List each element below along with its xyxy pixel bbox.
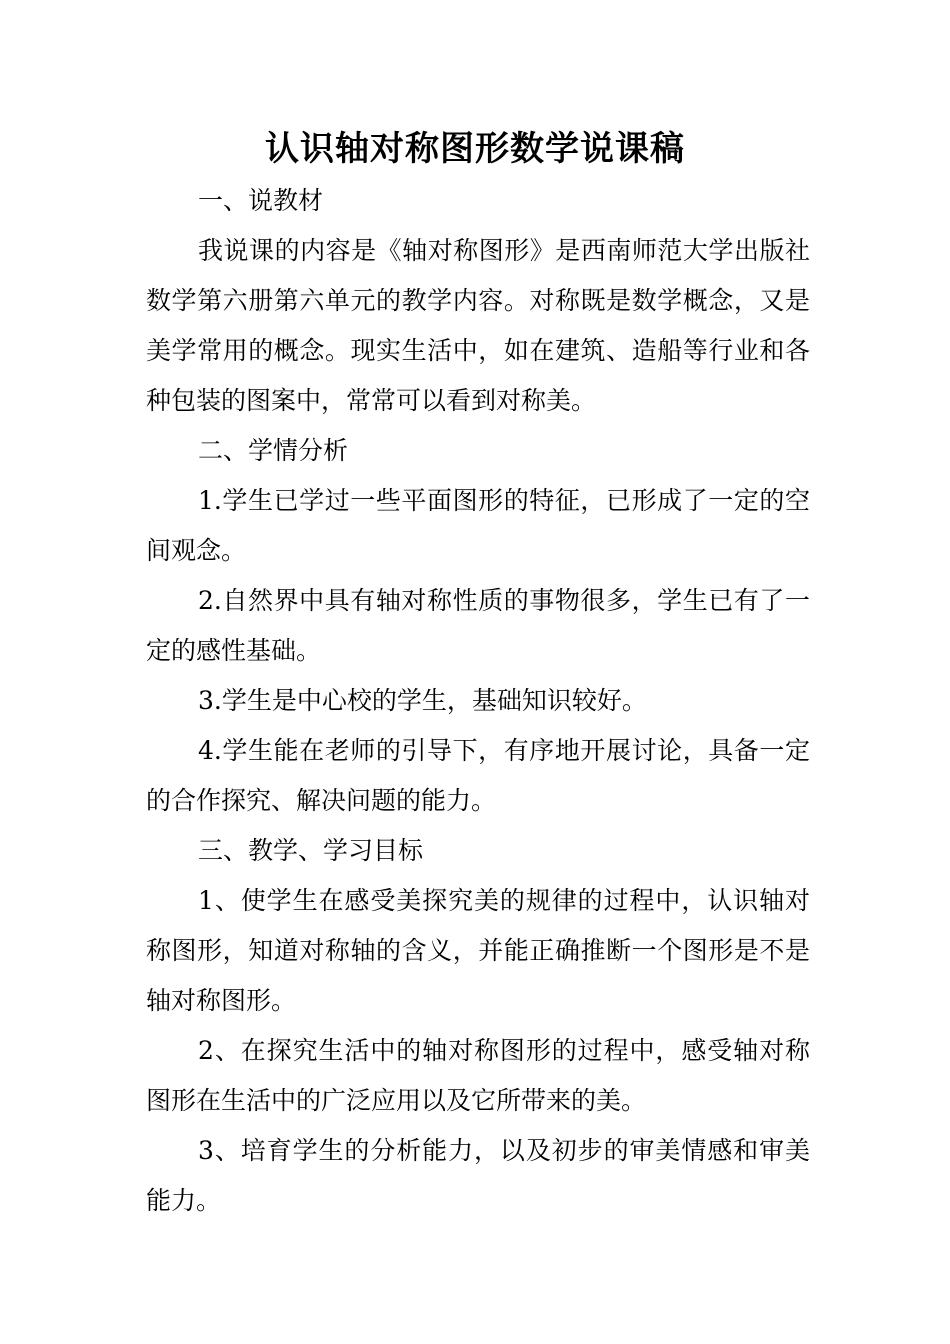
paragraph-student-analysis-1: 1.学生已学过一些平面图形的特征，已形成了一定的空间观念。 bbox=[146, 486, 810, 565]
document-title: 认识轴对称图形数学说课稿 bbox=[265, 129, 685, 169]
paragraph-student-analysis-3: 3.学生是中心校的学生，基础知识较好。 bbox=[198, 686, 647, 715]
paragraph-teaching-material: 我说课的内容是《轴对称图形》是西南师范大学出版社数学第六册第六单元的教学内容。对称既是数学概念，又是美学常用的概念。现实生活中，如在建筑、造船等行业和各种包装的图案中，常常可以看到对称美。 bbox=[146, 236, 810, 415]
section-heading-teaching-material: 一、说教材 bbox=[198, 186, 324, 215]
paragraph-student-analysis-4: 4.学生能在老师的引导下，有序地开展讨论，具备一定的合作探究、解决问题的能力。 bbox=[146, 736, 810, 815]
document-body bbox=[146, 176, 810, 1226]
paragraph-goal-1: 1、使学生在感受美探究美的规律的过程中，认识轴对称图形，知道对称轴的含义，并能正确推断一个图形是不是轴对称图形。 bbox=[146, 886, 810, 1015]
section-heading-goals: 三、教学、学习目标 bbox=[198, 836, 424, 865]
paragraph-student-analysis-2: 2.自然界中具有轴对称性质的事物很多，学生已有了一定的感性基础。 bbox=[146, 586, 810, 665]
section-heading-student-analysis: 二、学情分析 bbox=[198, 436, 349, 465]
paragraph-goal-3: 3、培育学生的分析能力，以及初步的审美情感和审美能力。 bbox=[146, 1136, 810, 1215]
paragraph-goal-2: 2、在探究生活中的轴对称图形的过程中，感受轴对称图形在生活中的广泛应用以及它所带来的美。 bbox=[146, 1036, 810, 1115]
